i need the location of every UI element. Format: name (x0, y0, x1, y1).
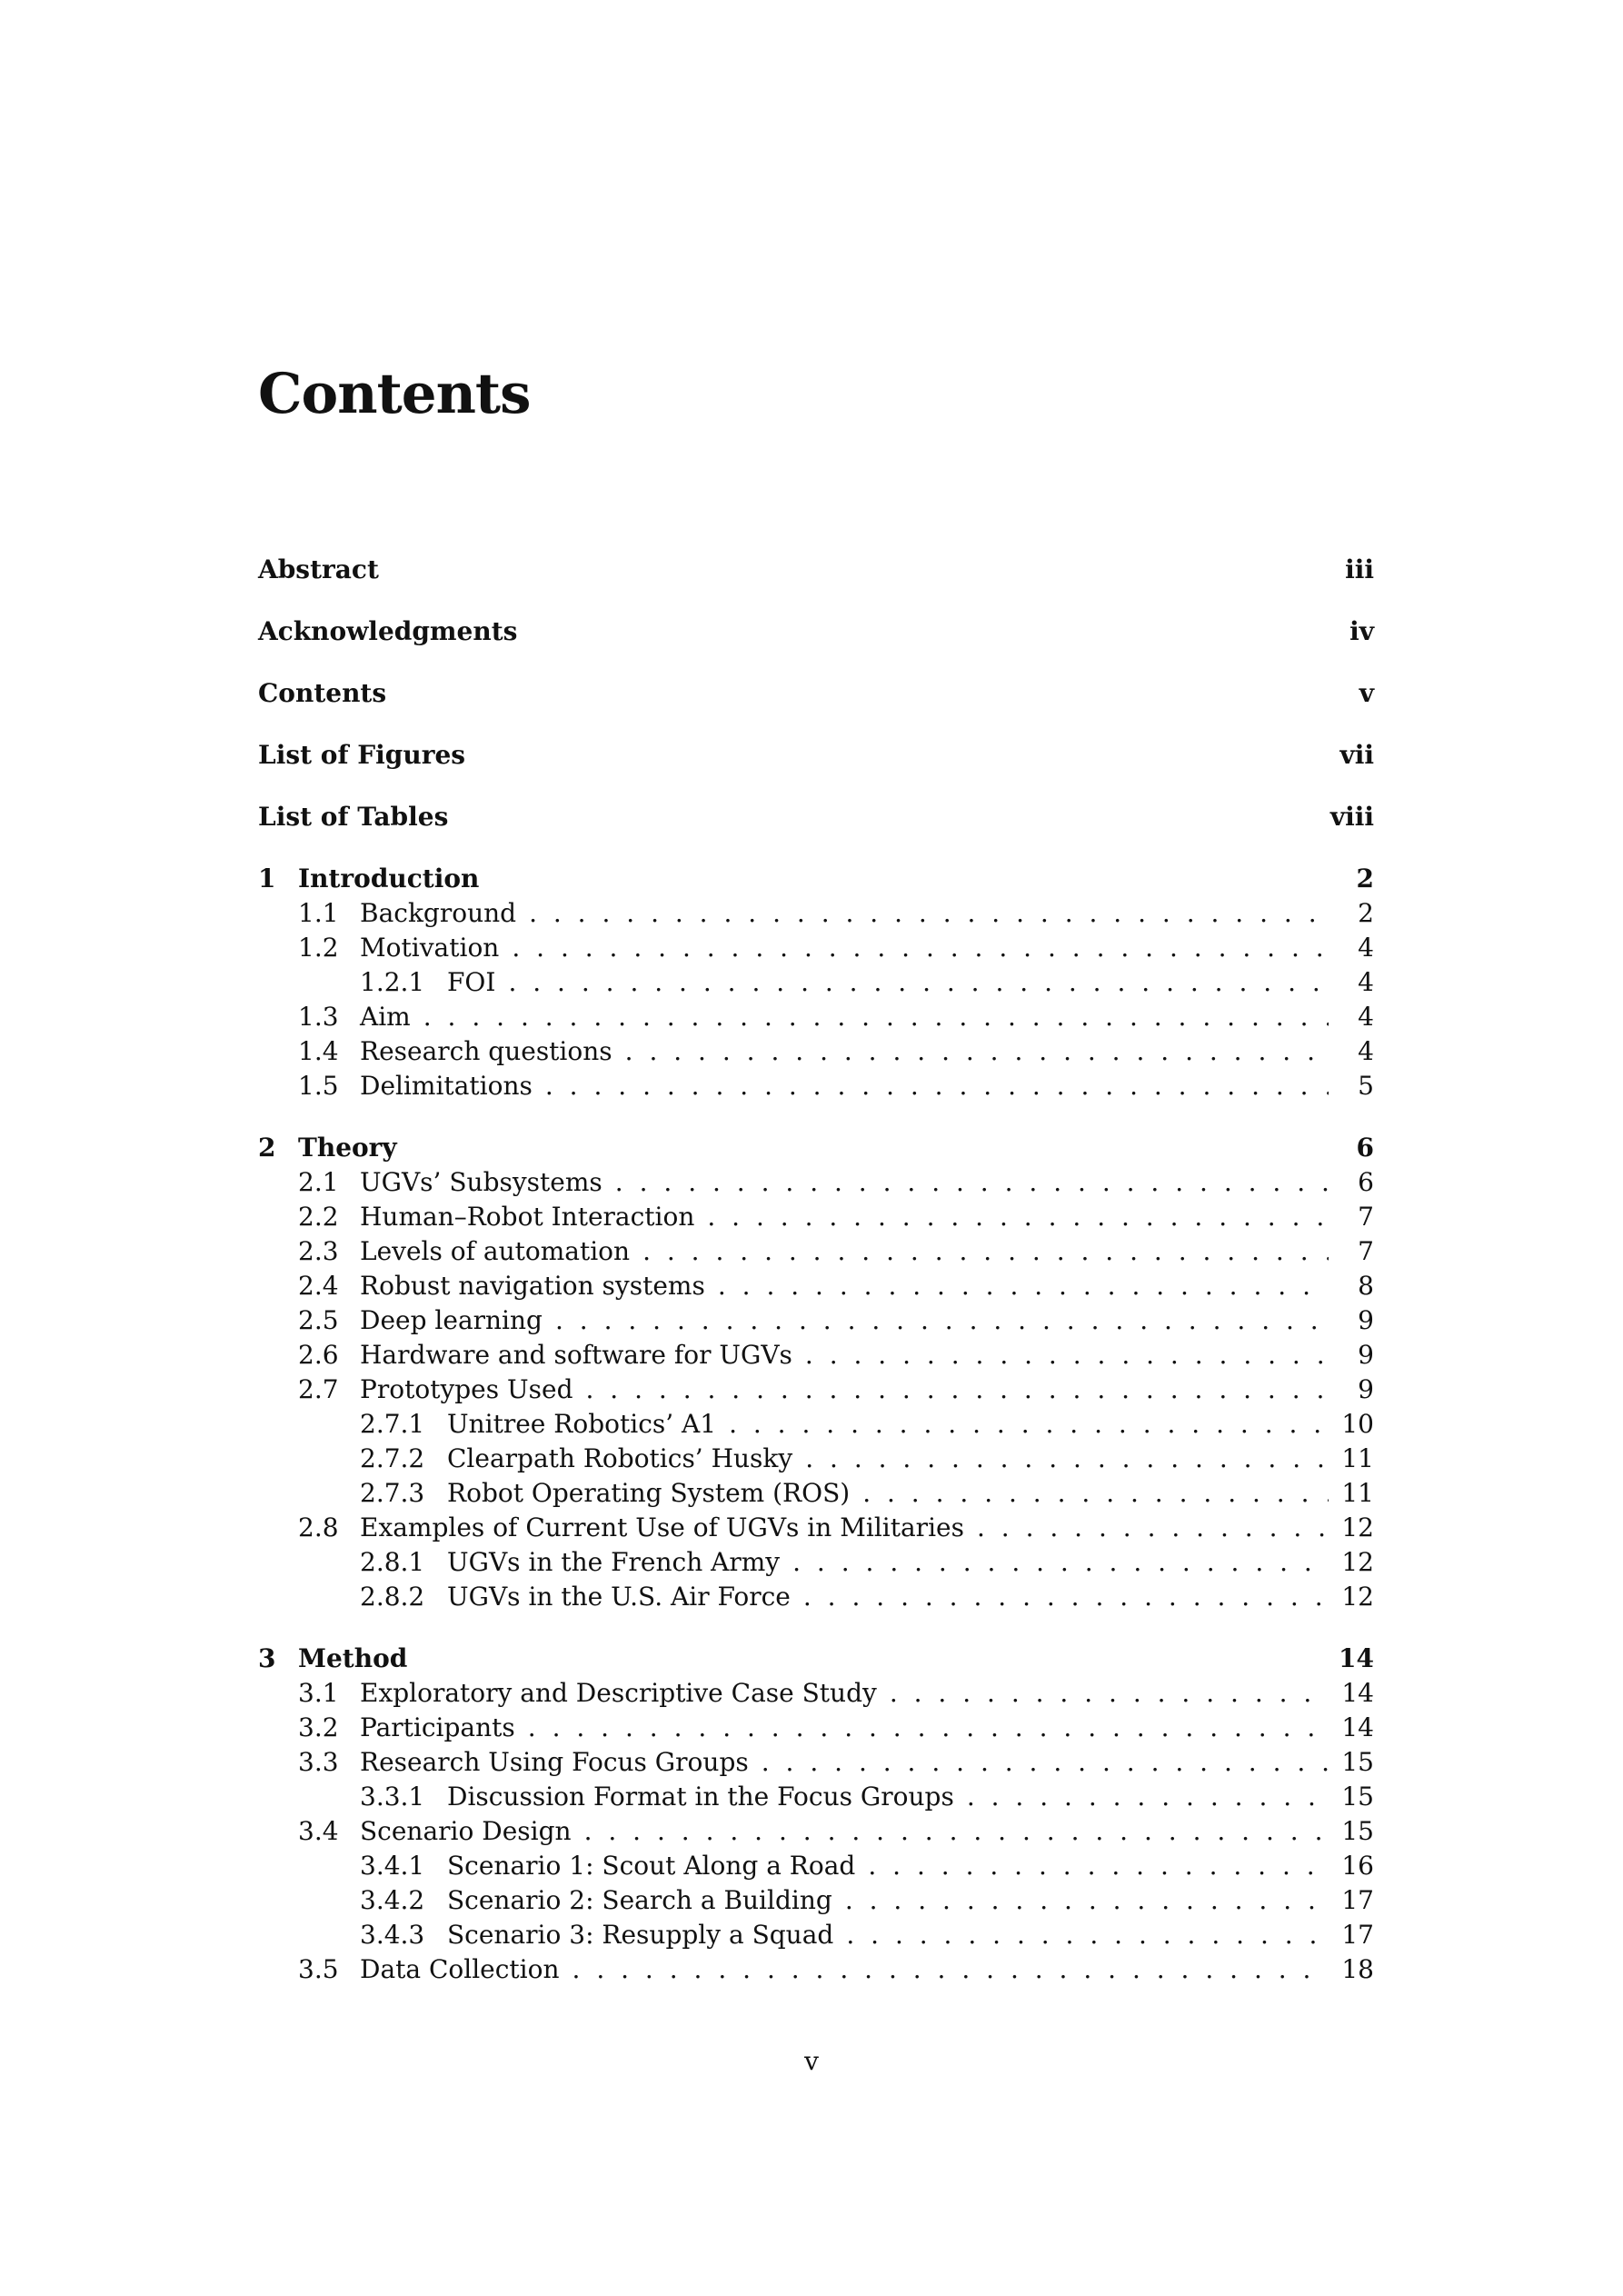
toc-entry-page: 7 (1358, 1202, 1374, 1232)
toc-entry-number: 1.5 (298, 1071, 339, 1101)
toc-entry-number: 3.1 (298, 1678, 339, 1708)
toc-entry-page: 6 (1358, 1167, 1374, 1197)
toc-entry-title: Robust navigation systems (360, 1271, 705, 1301)
toc-entry-title: UGVs in the U.S. Air Force (447, 1582, 791, 1612)
toc-entry-title: Examples of Current Use of UGVs in Militaries (360, 1512, 964, 1542)
toc-entry[interactable] (258, 862, 1374, 896)
toc-entry[interactable] (258, 1545, 1374, 1580)
dot-leader (792, 1545, 1329, 1580)
toc-entry-title: Contents (258, 678, 387, 708)
toc-entry-page: 5 (1358, 1071, 1374, 1101)
toc-entry-title: Prototypes Used (360, 1374, 573, 1404)
toc-entry-title: Scenario 1: Scout Along a Road (447, 1851, 856, 1881)
toc-entry[interactable] (258, 896, 1374, 931)
toc-entry[interactable] (258, 1849, 1374, 1883)
toc-entry[interactable] (258, 1442, 1374, 1476)
toc-entry-title: List of Figures (258, 740, 466, 770)
toc-entry-number: 2.8.2 (360, 1582, 425, 1612)
dot-leader (642, 1234, 1329, 1269)
toc-entry[interactable] (258, 1780, 1374, 1814)
toc-entry[interactable] (258, 1918, 1374, 1952)
toc-entry-number: 3.3 (298, 1747, 339, 1777)
dot-leader (584, 1814, 1329, 1849)
toc-entry-page: 4 (1358, 967, 1374, 997)
toc-entry-page: 17 (1341, 1885, 1374, 1915)
toc-entry-number: 1.3 (298, 1002, 339, 1032)
toc-entry-page: 10 (1341, 1409, 1374, 1439)
toc-entry-title: Robot Operating System (ROS) (447, 1478, 851, 1508)
toc-entry-number: 3.4.2 (360, 1885, 425, 1915)
toc-entry-page: 4 (1358, 933, 1374, 963)
toc-entry-title: Human–Robot Interaction (360, 1202, 695, 1232)
dot-leader (528, 1711, 1329, 1745)
dot-leader (512, 931, 1329, 965)
toc-entry-number: 2 (258, 1133, 276, 1163)
toc-entry[interactable] (258, 1234, 1374, 1269)
toc-entry-number: 2.3 (298, 1236, 339, 1266)
dot-leader (862, 1476, 1329, 1511)
toc-entry-page: 15 (1341, 1747, 1374, 1777)
toc-entry[interactable] (258, 1034, 1374, 1069)
toc-entry-title: Deep learning (360, 1305, 543, 1335)
toc-entry[interactable] (258, 1511, 1374, 1545)
page-number: v (804, 2046, 819, 2076)
toc-entry[interactable] (258, 676, 1374, 711)
toc-entry-number: 2.2 (298, 1202, 339, 1232)
toc-entry[interactable] (258, 800, 1374, 834)
toc-entry[interactable] (258, 1407, 1374, 1442)
toc-entry-number: 1 (258, 863, 276, 893)
toc-entry[interactable] (258, 965, 1374, 1000)
toc-entry-number: 1.4 (298, 1036, 339, 1066)
toc-entry-number: 3.3.1 (360, 1782, 425, 1812)
toc-entry-page: 15 (1341, 1782, 1374, 1812)
toc-entry-number: 2.6 (298, 1340, 339, 1370)
toc-entry-title: Scenario Design (360, 1816, 572, 1846)
toc-entry-page: 11 (1341, 1478, 1374, 1508)
toc-entry-title: Acknowledgments (258, 616, 518, 646)
toc-entry-title: Motivation (360, 933, 500, 963)
toc-entry-number: 2.7.3 (360, 1478, 425, 1508)
toc-entry-number: 1.2.1 (360, 967, 425, 997)
toc-entry-title: Data Collection (360, 1954, 560, 1984)
dot-leader (707, 1200, 1329, 1234)
dot-leader (508, 965, 1329, 1000)
toc-entry[interactable] (258, 1069, 1374, 1103)
table-of-contents (258, 553, 1374, 1987)
toc-entry[interactable] (258, 1745, 1374, 1780)
toc-entry-title: Method (298, 1643, 408, 1673)
toc-entry-page: 17 (1341, 1920, 1374, 1950)
toc-entry-number: 3.2 (298, 1712, 339, 1742)
toc-entry-page: 14 (1341, 1678, 1374, 1708)
toc-entry-page: 2 (1356, 863, 1374, 893)
toc-entry-page: viii (1329, 802, 1374, 832)
toc-entry-number: 2.5 (298, 1305, 339, 1335)
dot-leader (615, 1165, 1329, 1200)
toc-entry-page: 9 (1358, 1340, 1374, 1370)
toc-entry-page: 12 (1341, 1547, 1374, 1577)
toc-entry-page: 4 (1358, 1036, 1374, 1066)
toc-entry-page: 8 (1358, 1271, 1374, 1301)
toc-entry[interactable] (258, 1642, 1374, 1676)
toc-entry-number: 2.7.1 (360, 1409, 425, 1439)
toc-entry-page: 14 (1341, 1712, 1374, 1742)
toc-entry[interactable] (258, 1338, 1374, 1373)
toc-entry[interactable] (258, 1269, 1374, 1303)
toc-entry-title: FOI (447, 967, 496, 997)
toc-entry-page: vii (1339, 740, 1374, 770)
dot-leader (846, 1918, 1329, 1952)
dot-leader (967, 1780, 1329, 1814)
toc-entry-number: 3.4 (298, 1816, 339, 1846)
toc-entry[interactable] (258, 1580, 1374, 1614)
toc-entry-title: UGVs’ Subsystems (360, 1167, 602, 1197)
toc-entry-title: UGVs in the French Army (447, 1547, 781, 1577)
dot-leader (625, 1034, 1329, 1069)
toc-entry-title: List of Tables (258, 802, 449, 832)
toc-entry-page: 18 (1341, 1954, 1374, 1984)
toc-entry[interactable] (258, 1676, 1374, 1711)
toc-entry-page: 7 (1358, 1236, 1374, 1266)
dot-leader (586, 1373, 1329, 1407)
page-title: Contents (258, 362, 531, 426)
dot-leader (573, 1952, 1329, 1987)
dot-leader (805, 1338, 1329, 1373)
toc-entry[interactable] (258, 1711, 1374, 1745)
toc-entry[interactable] (258, 1303, 1374, 1338)
toc-entry-title: Aim (360, 1002, 411, 1032)
toc-entry-page: 4 (1358, 1002, 1374, 1032)
toc-entry[interactable] (258, 1814, 1374, 1849)
toc-entry[interactable] (258, 1000, 1374, 1034)
toc-entry-number: 3.5 (298, 1954, 339, 1984)
dot-leader (718, 1269, 1329, 1303)
dot-leader (805, 1442, 1329, 1476)
toc-entry-title: Background (360, 898, 517, 928)
toc-entry-page: v (1359, 678, 1374, 708)
toc-entry-page: 12 (1341, 1512, 1374, 1542)
toc-entry-number: 3 (258, 1643, 276, 1673)
toc-entry[interactable] (258, 1165, 1374, 1200)
toc-entry-number: 1.1 (298, 898, 339, 928)
toc-entry[interactable] (258, 1131, 1374, 1165)
toc-entry-title: Clearpath Robotics’ Husky (447, 1443, 793, 1473)
dot-leader (803, 1580, 1329, 1614)
toc-entry[interactable] (258, 931, 1374, 965)
toc-entry-page: iii (1345, 554, 1374, 584)
dot-leader (845, 1883, 1329, 1918)
dot-leader (977, 1511, 1329, 1545)
toc-entry-title: Abstract (258, 554, 379, 584)
toc-entry[interactable] (258, 1883, 1374, 1918)
toc-entry-number: 2.8 (298, 1512, 339, 1542)
toc-entry[interactable] (258, 1476, 1374, 1511)
toc-entry-number: 1.2 (298, 933, 339, 963)
toc-entry-number: 2.1 (298, 1167, 339, 1197)
toc-entry-title: Scenario 3: Resupply a Squad (447, 1920, 834, 1950)
toc-entry[interactable] (258, 614, 1374, 649)
toc-entry-title: Unitree Robotics’ A1 (447, 1409, 717, 1439)
toc-entry-page: iv (1349, 616, 1374, 646)
toc-entry-page: 15 (1341, 1816, 1374, 1846)
toc-entry-page: 9 (1358, 1305, 1374, 1335)
dot-leader (890, 1676, 1329, 1711)
toc-entry-number: 2.7 (298, 1374, 339, 1404)
toc-entry-title: Discussion Format in the Focus Groups (447, 1782, 954, 1812)
toc-entry[interactable] (258, 553, 1374, 587)
toc-entry-title: Research questions (360, 1036, 612, 1066)
toc-entry-number: 3.4.3 (360, 1920, 425, 1950)
dot-leader (868, 1849, 1329, 1883)
toc-entry-title: Participants (360, 1712, 515, 1742)
toc-entry-title: Hardware and software for UGVs (360, 1340, 792, 1370)
toc-entry-number: 2.7.2 (360, 1443, 425, 1473)
toc-entry[interactable] (258, 1200, 1374, 1234)
toc-entry-number: 2.4 (298, 1271, 339, 1301)
dot-leader (545, 1069, 1329, 1103)
toc-entry-number: 3.4.1 (360, 1851, 425, 1881)
dot-leader (423, 1000, 1329, 1034)
toc-entry[interactable] (258, 738, 1374, 773)
toc-entry[interactable] (258, 1952, 1374, 1987)
toc-entry-page: 6 (1356, 1133, 1374, 1163)
toc-entry-page: 16 (1341, 1851, 1374, 1881)
toc-entry-title: Exploratory and Descriptive Case Study (360, 1678, 877, 1708)
toc-entry[interactable] (258, 1373, 1374, 1407)
toc-entry-page: 9 (1358, 1374, 1374, 1404)
dot-leader (555, 1303, 1329, 1338)
dot-leader (529, 896, 1329, 931)
toc-entry-title: Research Using Focus Groups (360, 1747, 749, 1777)
toc-entry-title: Introduction (298, 863, 480, 893)
dot-leader (762, 1745, 1329, 1780)
dot-leader (729, 1407, 1329, 1442)
toc-entry-title: Scenario 2: Search a Building (447, 1885, 832, 1915)
toc-entry-page: 14 (1339, 1643, 1374, 1673)
toc-entry-page: 12 (1341, 1582, 1374, 1612)
toc-entry-title: Delimitations (360, 1071, 533, 1101)
toc-entry-title: Theory (298, 1133, 397, 1163)
toc-entry-page: 2 (1358, 898, 1374, 928)
toc-entry-number: 2.8.1 (360, 1547, 425, 1577)
toc-entry-page: 11 (1341, 1443, 1374, 1473)
toc-entry-title: Levels of automation (360, 1236, 631, 1266)
